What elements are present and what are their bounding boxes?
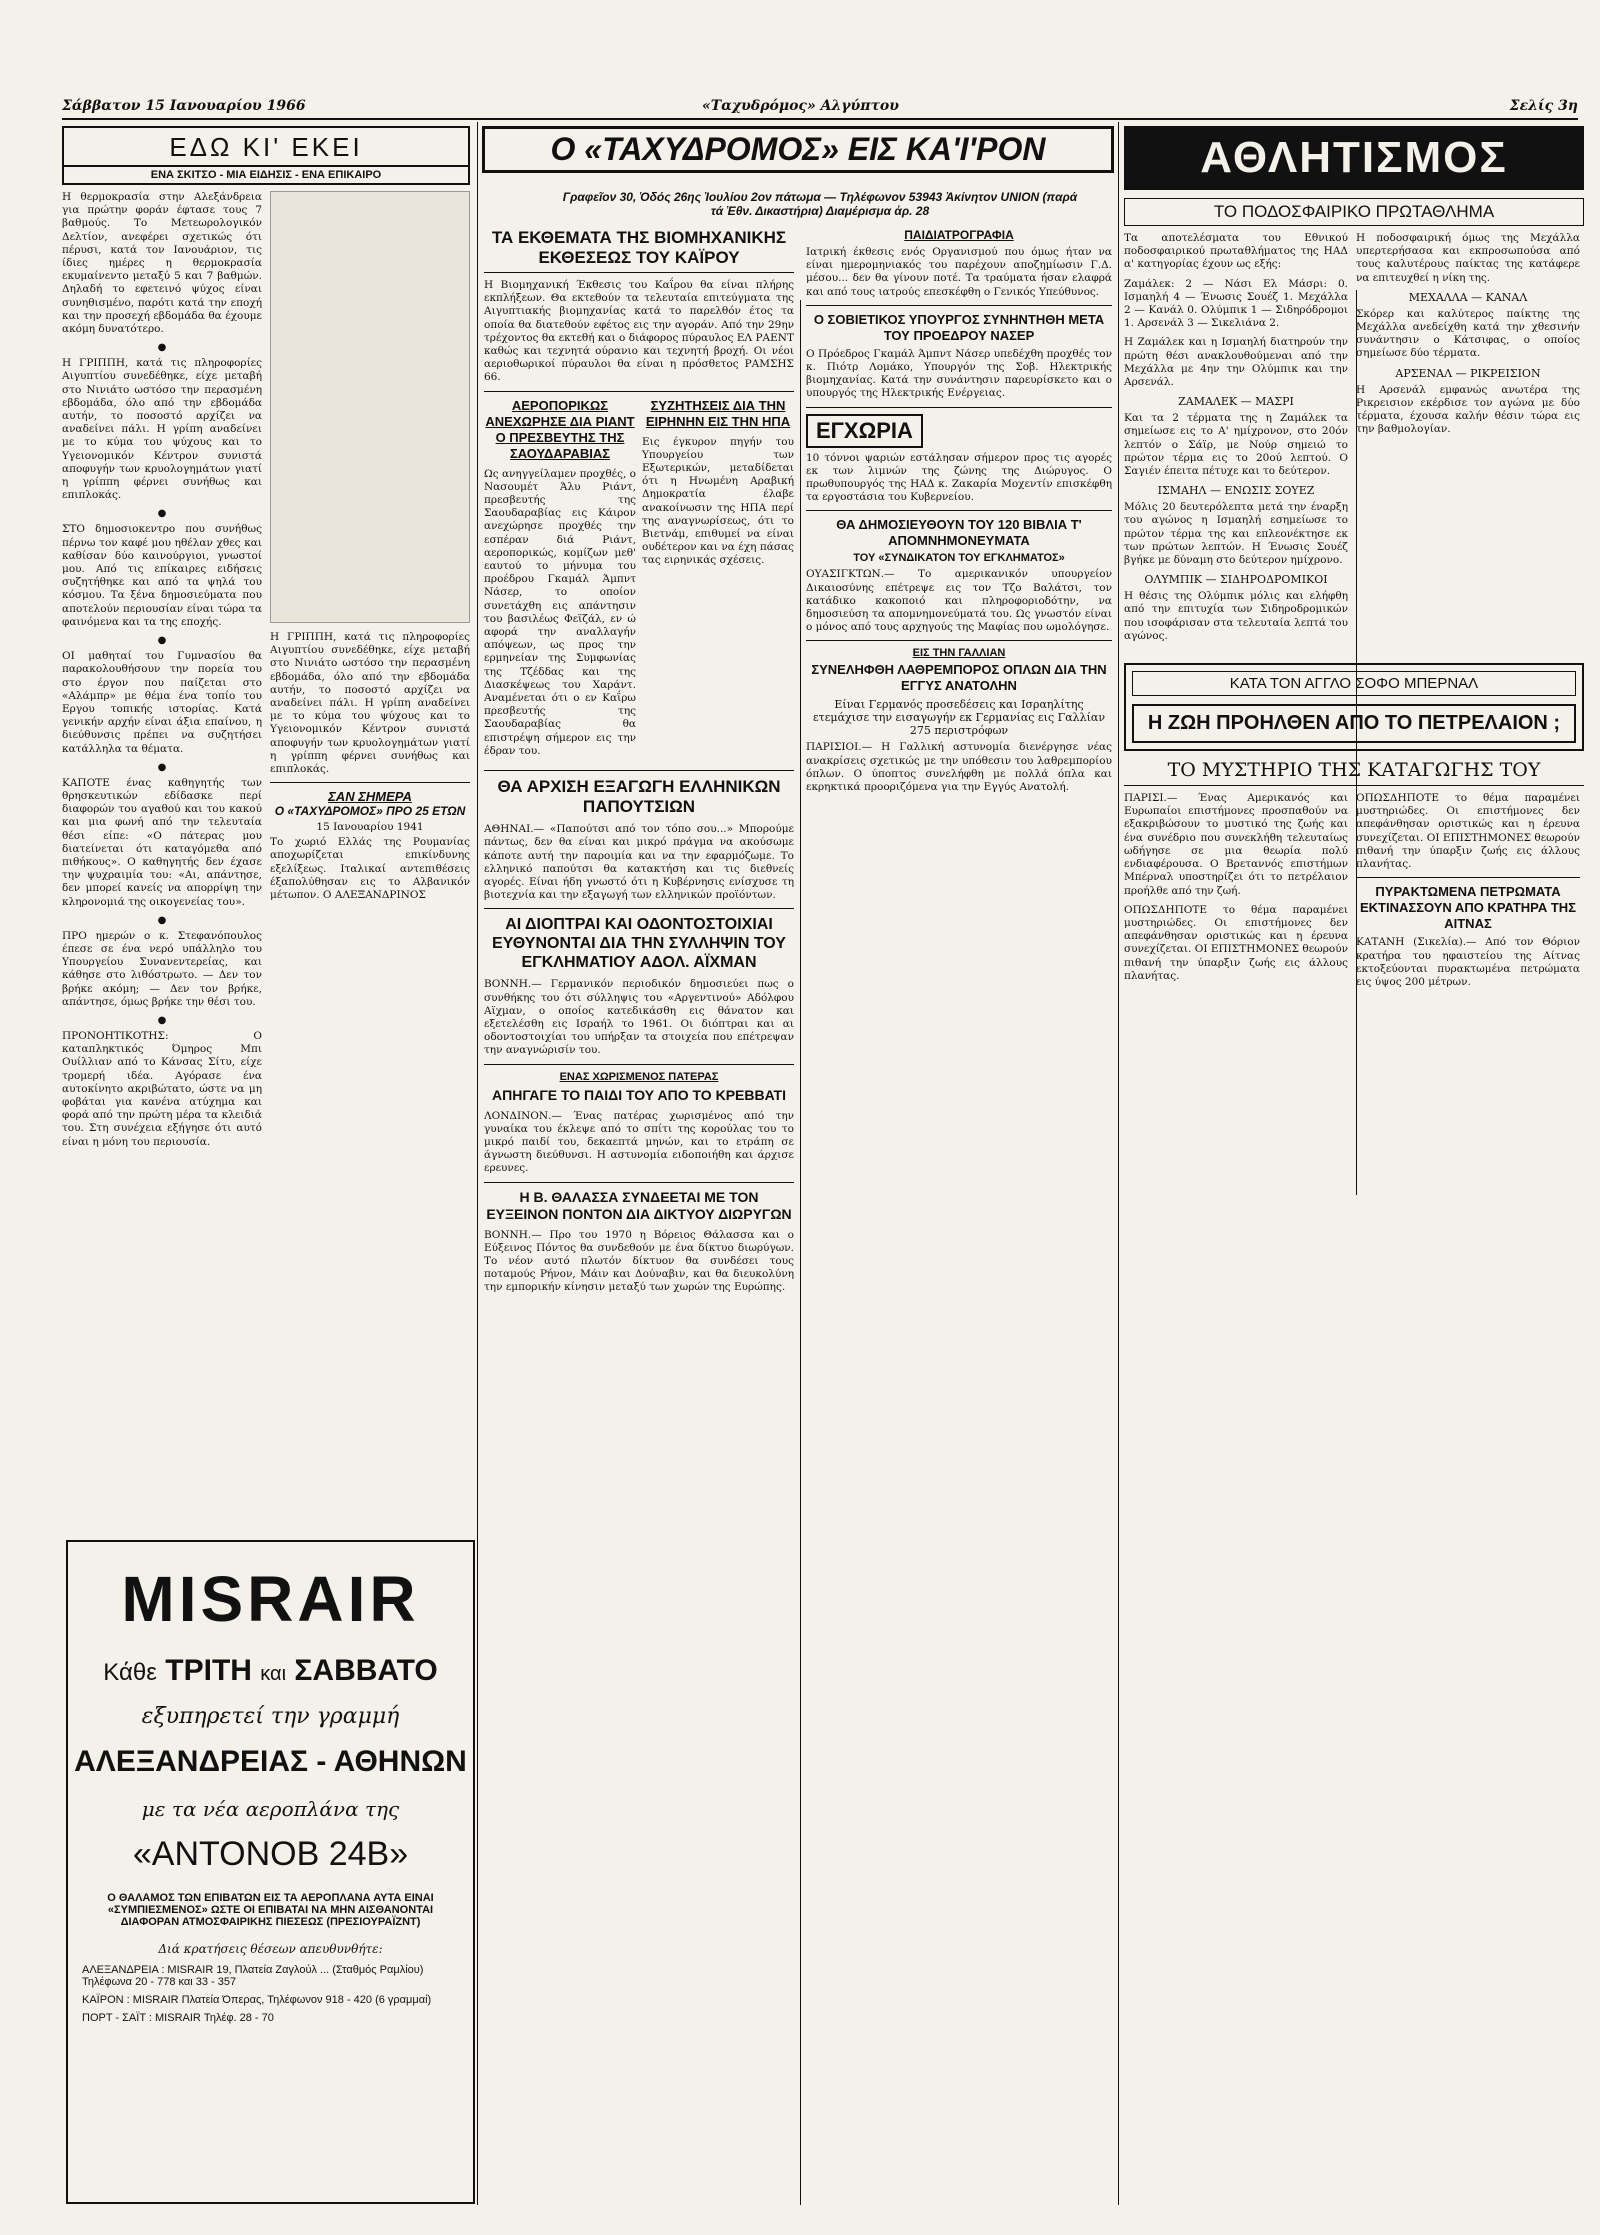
article-title: ΣΥΖΗΤΗΣΕΙΣ ΔΙΑ ΤΗΝ ΕΙΡΗΝΗΝ ΕΙΣ ΤΗΝ ΗΠΑ bbox=[645, 397, 791, 429]
article-text: ΠΡΟΝΟΗΤΙΚΟΤΗΣ: Ο καταπληκτικός Όμηρος Μπι Ουίλλιαν από το Κάνσας Σίτυ, είχε τρομερή ιδέα. Αγόρασε ένα αυτοκίνητο ακριβώτατο, ώστε να μη φοβάται για κανένα ατύχημα και φορά από την πρώτη μέρα τα κλειδιά του. Στη συνέχεια εξήγησε ότι αυτό είναι η μόνη του περιουσία. bbox=[62, 1029, 262, 1148]
article-title: ΘΑ ΑΡΧΙΣΗ ΕΞΑΓΩΓΗ ΕΛΛΗΝΙΚΩΝ ΠΑΠΟΥΤΣΙΩΝ bbox=[497, 777, 781, 817]
article-title: Ο ΣΟΒΙΕΤΙΚΟΣ ΥΠΟΥΡΓΟΣ ΣΥΝΗΝΤΗΘΗ ΜΕΤΑ ΤΟΥ ΠΡΟΕΔΡΟΥ ΝΑΣΕΡ bbox=[813, 311, 1105, 343]
article-sub: Είναι Γερμανός προσεδέσεις και Ισραηλίτης ετεμάχισε την εισαγωγήν εκ Γερμανίας εις Γαλλίαν 275 περιστρόφων bbox=[812, 698, 1106, 738]
article-text: Εις έγκυρον πηγήν του Υπουργείου των Εξωτερικών, μεταδίδεται ότι η Ηνωμένη Αραβική Δημοκρατία έλαβε ανακοίνωσιν της ΗΠΑ περί της αναγνωρίσεως, ότι το Βιετνάμ, επιθυμεί να είναι ουδέτερον και να έχη πάσας τας ειρηνικάς σχέσεις. bbox=[642, 435, 794, 567]
article-title: ΣΥΝΕΛΗΦΘΗ ΛΑΘΡΕΜΠΟΡΟΣ ΟΠΛΩΝ ΔΙΑ ΤΗΝ ΕΓΓΥΣ ΑΝΑΤΟΛΗΝ bbox=[811, 662, 1107, 694]
article-text: Η Αρσενάλ εμφανώς ανωτέρα της Ρικρεισιον εκέρδισε τον αγώνα με δύο τέρματα, έχουσα καλήν θέσιν τώρα εις την βαθμολογίαν. bbox=[1356, 383, 1580, 436]
article-text: ΟΥΑΣΙΓΚΤΩΝ.— Το αμερικανικόν υπουργείον Δικαιοσύνης επέτρεψε εις τον Τζο Βαλάτσι, τον κατάδικο κακοποιό και πληροφοριοδότην, να δημοσιεύση τα απομνημονεύματά του. Ως γνωστόν είναι ο μόνος από τους αρχηγούς της Μαφίας που ωμολόγησε. bbox=[806, 568, 1112, 634]
sports-masthead: ΑΘΛΗΤΙΣΜΟΣ bbox=[1124, 126, 1584, 190]
article-text: ΑΘΗΝΑΙ.— «Παπούτσι από τον τόπο σου...» Μπορούμε πάντως, δεν θα είναι και μικρό πράγμα να ακούσωμε κάποτε αυτή την παροιμία και να την εφαρμόζωμε. Το ελληνικό παπούτσι θα κατακτήση και τις διεθνείς αγορές. Είναι ήδη γνωστό ότι η Κυβέρνησις ενίσχυσε τη βιοτεχνία και την εξαγωγή των ελληνικών προϊόντων. bbox=[484, 823, 794, 902]
anniv-sub: Ο «ΤΑΧΥΔΡΟΜΟΣ» ΠΡΟ 25 ΕΤΩΝ bbox=[274, 804, 466, 819]
article-title: ΠΥΡΑΚΤΩΜΕΝΑ ΠΕΤΡΩΜΑΤΑ ΕΚΤΙΝΑΣΣΟΥΝ ΑΠΟ ΚΡΑΤΗΡΑ ΤΗΣ ΑΙΤΝΑΣ bbox=[1360, 884, 1576, 932]
article-text: Μόλις 20 δευτερόλεπτα μετά την έναρξη του αγώνος η Ισμαηλή εσημείωσε το πρώτον τέρμα της και επλεονέκτησε εκ των πρώτων λεπτών. Η Ένωσις Σουέζ βγήκε με δύναμη στο δεύτερον ημίχρονο. bbox=[1124, 501, 1348, 567]
article-kicker: ΤΟΥ «ΣΥΝΔΙΚΑΤΟΝ ΤΟΥ ΕΓΚΛΗΜΑΤΟΣ» bbox=[853, 552, 1065, 565]
center-right-column bbox=[806, 228, 1112, 2188]
article-text: 10 τόννοι ψαριών εστάλησαν σήμερον προς τις αγορές εκ των λιμνών της ζώνης της Διώρυγος. Ο πρωθυπουργός της ΗΑΔ κ. Ζακαρία Μοχεντίν επισκέφθη τα εργοστάσια του Κυβερνείου. bbox=[806, 451, 1112, 504]
article-text: Ο Πρόεδρος Γκαμάλ Άμπντ Νάσερ υπεδέχθη προχθές τον κ. Πιότρ Λομάκο, Υπουργόν της Σοβ. Ηλεκτρικής βιομηχανίας. Κατά την συνάντησιν παρευρίσκετο και ο υπουργός της Ηλεκτρικής Ενέργειας. bbox=[806, 347, 1112, 400]
article-title: ΑΕΡΟΠΟΡΙΚΩΣ ΑΝΕΧΩΡΗΣΕ ΔΙΑ ΡΙΑΝΤ Ο ΠΡΕΣΒΕΥΤΗΣ ΤΗΣ ΣΑΟΥΔΑΡΑΒΙΑΣ bbox=[485, 397, 635, 461]
science-box bbox=[1124, 663, 1584, 751]
article-text: ΟΠΩΣΔΗΠΟΤΕ το θέμα παραμένει μυστηριώδες. Οι επιστήμονες δεν απεφάνθησαν οριστικώς και η έρευνα συνεχίζεται. ΟΙ ΕΠΙΣΤΗΜΟΝΕΣ θεωρούν πιθανή την ύπαρξιν ζωής εις άλλους πλανήτας. bbox=[1356, 792, 1580, 871]
article-text: ΛΟΝΔΙΝΟΝ.— Ένας πατέρας χωρισμένος από την γυναίκα του έκλεψε από το σπίτι της κορούλας του το μικρό παιδί του, δεκαεπτά μηνών, και το ετράπη σε άγνωστη διεύθυνσι. Η αστυνομία ειδοποιήθη και άρχισε ερευνες. bbox=[484, 1109, 794, 1175]
science-title: Η ΖΩΗ ΠΡΟΗΛΘΕΝ ΑΠΟ ΤΟ ΠΕΤΡΕΛΑΙΟΝ ; bbox=[1132, 704, 1576, 743]
page-header bbox=[62, 96, 1578, 120]
sports-column bbox=[1124, 126, 1584, 2206]
sports-title: ΤΟ ΠΟΔΟΣΦΑΙΡΙΚΟ ΠΡΩΤΑΘΛΗΜΑ bbox=[1124, 198, 1584, 226]
article-text: Και τα 2 τέρματα της η Ζαμάλεκ τα σημείωσε εις το Α' ημίχρονον, στο 20όν λεπτόν ο Σάϊρ, με Νούρ σημειώ το πρώτον τέρμα εις το 20ού λεπτού. Ο Σαγιέν έπειτα πέτυχε και το δεύτερον. bbox=[1124, 412, 1348, 478]
article-kicker: ΕΙΣ ΤΗΝ ΓΑΛΛΙΑΝ bbox=[912, 647, 1006, 660]
article-text: ΟΠΩΣΔΗΠΟΤΕ το θέμα παραμένει μυστηριώδες. Οι επιστήμονες δεν απεφάνθησαν οριστικώς και η έρευνα συνεχίζεται. ΟΙ ΕΠΙΣΤΗΜΟΝΕΣ θεωρούν πιθανή την ύπαρξιν ζωής εις άλλους πλανήτας. bbox=[1124, 903, 1348, 982]
anniv-title: ΣΑΝ ΣΗΜΕΡΑ bbox=[328, 789, 412, 805]
article-text: ΚΑΠΟΤΕ ένας καθηγητής των θρησκευτικών εδίδασκε περί διαφορών του αγαθού και του κακού και μια φωνή από την τελευταία θέσι είπε: «Ο πάτερας μου διατείνεται ότι καταγόμεθα από πιθήκους». Ο καθηγητής δεν έχασε την ψυχραιμία του: «Αι, απάντησε, δεν μπορεί κανείς να απορρίψη την κληρονομιά της οικογενείας του». bbox=[62, 776, 262, 908]
article-title: ΑΙ ΔΙΟΠΤΡΑΙ ΚΑΙ ΟΔΟΝΤΟΣΤΟΙΧΙΑΙ ΕΥΘΥΝΟΝΤΑΙ ΔΙΑ ΤΗΝ ΣΥΛΛΗΨΙΝ ΤΟΥ ΕΓΚΛΗΜΑΤΙΟΥ ΑΔΟΛ. ΑΪΧΜΑΝ bbox=[492, 916, 786, 972]
article-text: ΠΑΡΙΣΙΟΙ.— Η Γαλλική αστυνομία διενέργησε νέας ανακρίσεις σχετικώς με την υπόθεσιν του λαθρεμπορίου όπλων. Ο ύποπτος συνελήφθη με πολλά όπλα και εκρηκτικά προοριζόμενα για την Εγγύς Ανατολή. bbox=[806, 741, 1112, 794]
article-text: ΠΡΟ ημερών ο κ. Στεφανόπουλος έπεσε σε ένα νερό υπάλληλο του Υπουργείου Συνανεντερείας, και κάθησε στο λιθόστρωτο. — Δεν τον βρήκε ακόμη; — Δεν τον βρήκε, απάντησε, όμως βρήκε την θέσι του. bbox=[62, 929, 262, 1008]
match-title: ΟΛΥΜΠΙΚ — ΣΙΔΗΡΟΔΡΟΜΙΚΟΙ bbox=[1144, 573, 1328, 587]
article-title: ΕΓΧΩΡΙΑ bbox=[806, 414, 923, 448]
article-text: Η θέσις της Ολύμπικ μόλις και ελήφθη από την επιτυχία των Σιδηροδρομικών που ισοφάρισαν στα τελευταία λεπτά του αγώνος. bbox=[1124, 590, 1348, 642]
left-title-box bbox=[62, 126, 470, 167]
article-text: Η θερμοκρασία στην Αλεξάνδρεια για πρώτην φοράν έφτασε τους 7 βαθμούς. Το Μετεωρολογικόν Δελτίον, ανεφέρει σχετικώς ότι πέρυσι, κατά τον Ιανουάριον, τις ίδιες ημέρες η θερμοκρασία εκυμαίνεντο μεταξύ 5 και 7 βαθμών. Δηλαδή το εφετεινό ψύχος είναι συνηθισμένο, παρότι κατά την εποχή και την προσεχή εβδομάδα θα έχουμε ακόμη δυνατότερο. bbox=[62, 191, 262, 336]
article-text: Η ποδοσφαιρική όμως της Μεχάλλα υπερτερήσασα και εκπροσωπούσα από τους καλυτέρους παίκτας της κατάφερε να επιτευχθεί η νίκη της. bbox=[1356, 232, 1580, 284]
sketch-illustration bbox=[270, 191, 470, 623]
sports-results: Ζαμάλεκ: 2 — Νάσι Ελ Μάσρι: 0. Ισμαηλή 4 — Ένωσις Σουέζ 1. Μεχάλλα 2 — Κανάλ 0. Ολύμπικ 1 — Σιδηρόδρομοι 1. Αρσενάλ 3 — Σικελιάνα 2. bbox=[1124, 277, 1348, 330]
ad-plane: «ΑΝΤΟΝΟΒ 24Β» bbox=[132, 1835, 409, 1873]
center-banner: Ο «ΤΑΧΥΔΡΟΜΟΣ» ΕΙΣ ΚΑ'Ι'ΡΟΝ bbox=[482, 126, 1114, 173]
article-text: Τα αποτελέσματα του Εθνικού ποδοσφαιρικού πρωταθλήματος της ΗΑΔ α' κατηγορίας έχουν ως εξής: bbox=[1124, 232, 1348, 271]
ad-addr1: ΑΛΕΞΑΝΔΡΕΙΑ : MISRAIR 19, Πλατεία Ζαγλούλ ... (Σταθμός Ραμλίου) Τηλέφωνα 20 - 778 και 33 - 357 bbox=[82, 1964, 424, 1988]
article-kicker: ΕΝΑΣ ΧΩΡΙΣΜΕΝΟΣ ΠΑΤΕΡΑΣ bbox=[559, 1070, 719, 1083]
column-rule bbox=[477, 122, 478, 2205]
article-text: ΒΟΝΝΗ.— Γερμανικόν περιοδικόν δημοσιεύει πως ο συνθήκης του ότι σύλληψις του «Αργεντινού» Αδόλφου Αϊχμαν, ο οποίος κατεδικάσθη εις θάνατον και εξετελέσθη εις Ισραήλ το 1961. Οι διόπτραι και αι οδοντοστοιχίαι του υπήρξαν τα στοιχεία που επέτρεψαν την αναγνώρισίν του. bbox=[484, 978, 794, 1057]
match-title: ΙΣΜΑΗΛ — ΕΝΩΣΙΣ ΣΟΥΕΖ bbox=[1157, 484, 1315, 498]
article-text: ΒΟΝΝΗ.— Προ του 1970 η Βόρειος Θάλασσα και ο Εύξεινος Πόντος θα συνδεθούν με ένα δίκτυο διωρύγων. Το νέον αυτό πλωτόν δίκτυον θα συνδέσει τους ποταμούς Ρήνον, Μάιν και Δούναβιν, και θα διευκολύνη την εμπορικήν κίνησιν μεταξύ των χωρών της Ευρώπης. bbox=[484, 1228, 794, 1294]
match-title: ΖΑΜΑΛΕΚ — ΜΑΣΡΙ bbox=[1178, 395, 1294, 409]
header-paper: «Ταχυδρόμος» Αλγύπτου bbox=[702, 98, 899, 114]
match-title: ΜΕΧΑΛΛΑ — ΚΑΝΑΛ bbox=[1408, 290, 1528, 304]
ad-day1: ΤΡΙΤΗ bbox=[165, 1654, 252, 1687]
article-text: ΠΑΡΙΣΙ.— Ένας Αμερικανός και Ευρωπαίοι επιστήμονες προσπαθούν να εξακριβώσουν το μυστικό της ζωής και ένα συνέδριο που συνεκλήθη τελευταίως ωδήγησε σε μια θεωρία πολύ ενδιαφέρουσα. Ο Βρεταννός επιστήμων Μπέρναλ υποστηρίζει ότι το πετρέλαιον προήλθε από την ζωή. bbox=[1124, 792, 1348, 897]
header-page: Σελίς 3η bbox=[1509, 98, 1578, 114]
article-text: Η Βιομηχανική Έκθεσις του Καΐρου θα είναι πλήρης εκπλήξεων. Θα εκτεθούν τα τελευταία επιτεύγματα της Αιγυπτιακής βιομηχανίας κατά το παρελθόν έτος τα οποία θα διατεθούν εφέτος εις την αγοράν. Από την 29ην τρέχοντος θα εκτεθή και ο διάφορος πύραυλος ΕΛ ΡΑΕΝΤ καθώς και τεχνητά ούρανιο και τεχνητή βροχή. Οι νέοι αεριοθωρικοί πύραυλοι θα είναι η πρόσθετος ΡΑΜΣΗΣ 66. bbox=[484, 279, 794, 384]
anniv-date: 15 Ιανουαρίου 1941 bbox=[316, 821, 424, 834]
ad-serves: εξυπηρετεί την γραμμή bbox=[141, 1704, 400, 1729]
left-subtitle: ΕΝΑ ΣΚΙΤΣΟ - ΜΙΑ ΕΙΔΗΣΙΣ - ΕΝΑ ΕΠΙΚΑΙΡΟ bbox=[62, 167, 470, 185]
ad-addr2: ΚΑΪΡΟΝ : MISRAIR Πλατεία Όπερας, Τηλέφωνον 918 - 420 (6 γραμμαί) bbox=[82, 1994, 432, 2006]
article-text: Σκόρερ και καλύτερος παίκτης της Μεχάλλα ανεδείχθη κατά την χθεσινήν συνάντησιν ο Κάτσιφας, ο οποίος σημείωσε δύο τέρματα. bbox=[1356, 307, 1580, 360]
left-column: ΕΔΩ ΚΙ' ΕΚΕΙ ΕΝΑ ΣΚΙΤΣΟ - ΜΙΑ ΕΙΔΗΣΙΣ - ΕΝΑ ΕΠΙΚΑΙΡΟ Η θερμοκρασία στην Αλεξάνδρεια για πρώτην φοράν έφτασε τους 7 βαθμούς. Το Μετεωρολογικόν Δελτίον, ανεφέρει σχετικώς ότι πέρυσι, κατά τον Ιανουάριον, τις ίδιες ημέρες η θερμοκρασία εκυμαίνεντο μεταξύ 5 και 7 βαθμών. Δηλαδή το εφετεινό ψύχος είναι συνηθισμένο, παρότι κατά την εποχή και την προσεχή εβδομάδα θα έχουμε ακόμη δυνατότερο. ● Η ΓΡΙΠΠΗ, κατά τις πληροφορίες Αιγυπτίου συνεδέθηκε, είχε μεταβή στο Νινιάτο ωστόσο την περασμένη εβδομάδα, όλο από την εβδομάδα αυτήν, το ποσοστό αρχίζει να αναδείνει πάλι. Η γρίπη αναδείνει με το κύμα του ψύχους και το Υγειονομικόν Κέντρον συνιστά αποφυγήν των κρυολογημάτων γιατί η γρίππη φέρνει συνήθως και επιπλοκάς. ● ΣΤΟ δημοσιοκεντρο που συνήθως πέρνω τον καφέ μου ηθέλαν χθες και καθίσαν δύο καινούργιοι, γνωστοί μου. Από τις επίκαιρες ειδήσεις συζητήθηκε και από τα ψηλά του κόσμου. Τα ξένα δημοσιεύματα που αποτελούν περιουσίαν είναι τώρα τα φαινόμενα και τα της εποχής. ● ΟΙ μαθηταί του Γυμνασίου θα παρακολουθήσουν την πορεία του στο έργον που παίζεται στο «Αλάμπρ» με θέμα ένα τοπίο του Εργου τοπικής ιστορίας. Κατά γενικήν αρχήν είναι άξια επαίνου, η διεύθυνσις πρέπει να συζητήσει κατάλληλα τα θέματα. ● ΚΑΠΟΤΕ ένας καθηγητής των θρησκευτικών εδίδασκε περί διαφορών του αγαθού και του κακού και μια φωνή από την τελευταία θέσι είπε: «Ο πάτερας μου διατείνεται ότι καταγόμεθα από πιθήκους». Ο καθηγητής δεν έχασε την ψυχραιμία του: «Αι, απάντησε, δεν μπορεί κανείς να απορρίψη την κληρονομιά της οικογενείας του». ● ΠΡΟ ημερών ο κ. Στεφανόπουλος έπεσε σε ένα νερό υπάλληλο του Υπουργείου Συνανεντερείας, και κάθησε στο λιθόστρωτο. — Δεν τον βρήκε ακόμη; — Δεν τον βρήκε, απάντησε, όμως βρήκε την θέσι του. ● ΠΡΟΝΟΗΤΙΚΟΤΗΣ: Ο καταπληκτικός Όμηρος Μπι Ουίλλιαν από το Κάνσας Σίτυ, είχε τρομερή ιδέα. Αγόρασε ένα αυτοκίνητο ακριβώτατο, ώστε να μη φοβάται για κανένα ατύχημα και φορά από την πρώτη μέρα τα κλειδιά του. Στη συνέχεια εξήγησε ότι αυτό είναι η μόνη του περιουσία. Η ΓΡΙΠΠΗ, κατά τις πληροφορίες Αιγυπτίου συνεδέθηκε, είχε μεταβή στο Νινιάτο ωστόσο την περασμένη εβδομάδα, όλο από την εβδομάδα αυτήν, το ποσοστό αρχίζει να αναδείνει πάλι. Η γρίπη αναδείνει με το κύμα του ψύχους και το Υγειονομικόν Κέντρον συνιστά αποφυγήν των κρυολογημάτων γιατί η γρίππη φέρνει συνήθως και επιπλοκάς. ΣΑΝ ΣΗΜΕΡΑ Ο «ΤΑΧΥΔΡΟΜΟΣ» ΠΡΟ 25 ΕΤΩΝ 15 Ιανουαρίου 1941 Το χωριό Ελλάς της Ρουμανίας αποχωρίζεται επικίνδυνης εξελίξεως. Ιταλικαί αντεπιθέσεις έξαπολύθησαν εις το Αλβανικόν μέτωπον. Ο ΑΛΕΞΑΝΔΡΙΝΟΣ bbox=[62, 126, 470, 1526]
ad-and: και bbox=[260, 1663, 287, 1685]
ad-brand: MISRAIR bbox=[121, 1563, 420, 1635]
article-text: Ιατρική έκθεσις ενός Οργανισμού που όμως ήταν να είναι ημερομηνιακός του παρέχουν αποζημίωσιν Γ.Δ. μέσου... δεν θα γίνουν ποτέ. Τα τραύματα ήσαν ελαφρά και από τους ιατρούς επεσκέφθη ο Γενικός Υπεύθυνος. bbox=[806, 246, 1112, 298]
article-title: ΑΠΗΓΑΓΕ ΤΟ ΠΑΙΔΙ ΤΟΥ ΑΠΟ ΤΟ ΚΡΕΒΒΑΤΙ bbox=[492, 1086, 786, 1103]
ad-addr3: ΠΟΡΤ - ΣΑΪΤ : MISRAIR Τηλέφ. 28 - 70 bbox=[82, 2012, 274, 2024]
center-banner-area bbox=[482, 126, 1114, 186]
article-title: Η Β. ΘΑΛΑΣΣΑ ΣΥΝΔΕΕΤΑΙ ΜΕ ΤΟΝ ΕΥΞΕΙΝΟΝ ΠΟΝΤΟΝ ΔΙΑ ΔΙΚΤΥΟΥ ΔΙΩΡΥΓΩΝ bbox=[486, 1188, 792, 1222]
column-rule bbox=[800, 300, 801, 2205]
match-title: ΑΡΣΕΝΑΛ — ΡΙΚΡΕΙΣΙΟΝ bbox=[1395, 366, 1541, 380]
article-title: ΠΑΙΔΙΑΤΡΟΓΡΑΦΙΑ bbox=[904, 228, 1014, 242]
ad-note: Ο ΘΑΛΑΜΟΣ ΤΩΝ ΕΠΙΒΑΤΩΝ ΕΙΣ ΤΑ ΑΕΡΟΠΛΑΝΑ ΑΥΤΑ ΕΙΝΑΙ «ΣΥΜΠΙΕΣΜΕΝΟΣ» ΩΣΤΕ ΟΙ ΕΠΙΒΑΤΑΙ ΝΑ ΜΗΝ ΑΙΣΘΑΝΟΝΤΑΙ ΔΙΑΦΟΡΑΝ ΑΤΜΟΣΦΑΙΡΙΚΗΣ ΠΙΕΣΕΩΣ (ΠΡΕΣΙΟΥΡΑΪΖΝΤ) bbox=[107, 1892, 434, 1928]
article-text: ΟΙ μαθηταί του Γυμνασίου θα παρακολουθήσουν την πορεία του στο έργον που παίζεται στο «Αλάμπρ» με θέμα ένα τοπίο του Εργου τοπικής ιστορίας. Κατά γενικήν αρχήν είναι άξια επαίνου, η διεύθυνσις πρέπει να συζητήσει κατάλληλα τα θέματα. bbox=[62, 650, 262, 755]
article-text: Η Ζαμάλεκ και η Ισμαηλή διατηρούν την πρώτη θέσι ανακλουθούμεναι από την Μεχάλλα με 4ην την Ολύμπικ και την Αρσενάλ. bbox=[1124, 336, 1348, 389]
article-text: Ως ανηγγείλαμεν προχθές, ο Νασουμέτ Άλυ Ριάντ, πρεσβευτής της Σαουδαραβίας εις Κάιρον ανεχώρησε προχθές την εσπέραν διά Ριάντ, αεροπορικώς, κομίζων μεθ' εαυτού το μήνυμα του προέδρου Γκαμάλ Άμπντ Νάσερ, το οποίον συνετάχθη εις απάντησιν του βασιλέως Φεϊζάλ, εν ώ αφορά την αναλλαγήν απόψεων, ως προς την ερμηνείαν της Συμφωνίας της Τζέδδας και της Διασκέψεως του Χαράντ. Αναμένεται ότι ο εν Καΐρω πρεσβευτής της Σαουδαραβίας θα επιστρέψη σήμερον εις την έδραν του. bbox=[484, 467, 636, 757]
article-title: ΘΑ ΔΗΜΟΣΙΕΥΘΟΥΝ ΤΟΥ 120 ΒΙΒΛΙΑ Τ' ΑΠΟΜΝΗΜΟΝΕΥΜΑΤΑ bbox=[836, 517, 1082, 549]
center-address: Γραφεῖον 30, Ὁδός 26ης Ἰουλίου 2ον πάτωμα — Τηλέφωνον 53943 Ἀκίνητον UNION (παρά τά Ἐθν. Δικαστήρια) Διαμέρισμα ἀρ. 28 bbox=[562, 190, 1078, 218]
article-text: ΣΤΟ δημοσιοκεντρο που συνήθως πέρνω τον καφέ μου ηθέλαν χθες και καθίσαν δύο καινούργιοι, γνωστοί μου. Από τις επίκαιρες ειδήσεις συζητήθηκε και από τα ψηλά του κόσμου. Τα ξένα δημοσιεύματα που αποτελούν περιουσίαν είναι τώρα τα φαινόμενα και τα της εποχής. bbox=[62, 523, 262, 628]
article-text: Η ΓΡΙΠΠΗ, κατά τις πληροφορίες Αιγυπτίου συνεδέθηκε, είχε μεταβή στο Νινιάτο ωστόσο την περασμένη εβδομάδα, όλο από την εβδομάδα αυτήν, το ποσοστό αρχίζει να αναδείνει πάλι. Η γρίπη αναδείνει με το κύμα του ψύχους και το Υγειονομικόν Κέντρον συνιστά αποφυγήν των κρυολογημάτων γιατί η γρίππη φέρνει συνήθως και επιπλοκάς. bbox=[62, 357, 262, 502]
article-title: ΤΑ ΕΚΘΕΜΑΤΑ ΤΗΣ ΒΙΟΜΗΧΑΝΙΚΗΣ ΕΚΘΕΣΕΩΣ ΤΟΥ ΚΑΪΡΟΥ bbox=[484, 228, 794, 273]
left-title: ΕΔΩ ΚΙ' ΕΚΕΙ bbox=[169, 132, 363, 162]
ad-days-pre: Κάθε bbox=[103, 1659, 157, 1686]
science-kicker: ΚΑΤΑ ΤΟΝ ΑΓΓΛΟ ΣΟΦΟ ΜΠΕΡΝΑΛ bbox=[1132, 671, 1576, 696]
column-rule bbox=[1118, 122, 1119, 2205]
ad-bookings: Διά κρατήσεις θέσεων απευθυνθήτε: bbox=[158, 1942, 383, 1956]
misrair-ad bbox=[66, 1540, 475, 2204]
center-left-column bbox=[484, 228, 794, 2188]
article-text: ΚΑΤΑΝΗ (Σικελία).— Από τον Θόριον κρατήρα του ηφαιστείου της Αίτνας εκτοξεύονται πυρακτωμένα πετρώματα εις ύψος 200 μέτρων. bbox=[1356, 936, 1580, 988]
ad-route: ΑΛΕΞΑΝΔΡΕΙΑΣ - ΑΘΗΝΩΝ bbox=[74, 1745, 467, 1778]
ad-with: με τα νέα αεροπλάνα της bbox=[141, 1797, 400, 1821]
ad-day2: ΣΑΒΒΑΤΟ bbox=[294, 1654, 438, 1687]
mystery-title: ΤΟ ΜΥΣΤΗΡΙΟ ΤΗΣ ΚΑΤΑΓΩΓΗΣ ΤΟΥ bbox=[1124, 759, 1584, 786]
header-date: Σάββατον 15 Ιανουαρίου 1966 bbox=[62, 98, 306, 114]
anniv-text: Το χωριό Ελλάς της Ρουμανίας αποχωρίζεται επικίνδυνης εξελίξεως. Ιταλικαί αντεπιθέσεις έξαπολύθησαν εις το Αλβανικόν μέτωπον. Ο ΑΛΕΞΑΝΔΡΙΝΟΣ bbox=[270, 836, 470, 902]
article-text: Η ΓΡΙΠΠΗ, κατά τις πληροφορίες Αιγυπτίου συνεδέθηκε, είχε μεταβή στο Νινιάτο ωστόσο την περασμένη εβδομάδα, όλο από την εβδομάδα αυτήν, το ποσοστό αρχίζει να αναδείνει πάλι. Η γρίπη αναδείνει με το κύμα του ψύχους και το Υγειονομικόν Κέντρον συνιστά αποφυγήν των κρυολογημάτων γιατί η γρίππη φέρνει συνήθως και επιπλοκάς. bbox=[270, 631, 470, 776]
